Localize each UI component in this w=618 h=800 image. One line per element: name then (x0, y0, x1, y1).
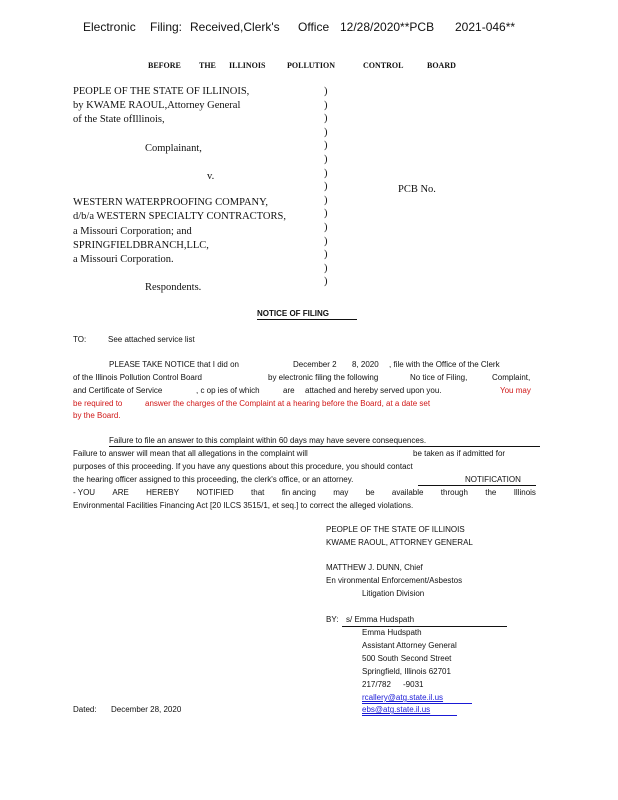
caption-parenthesis: ) (324, 194, 328, 206)
caption-parenthesis: ) (324, 99, 328, 111)
caption-parenthesis: ) (324, 249, 328, 261)
text-fragment: Environmental Facilities Financing Act [20 ILCS 3515/1, et seq.] to correct the alleged violations. (73, 501, 414, 510)
text-underline (418, 485, 536, 486)
text-fragment: the hearing officer assigned to this proceeding, the clerk's office, or an attorney. (73, 475, 354, 484)
header-word: 2021-046** (455, 20, 516, 34)
phone-fragment: 217/782 (362, 680, 391, 689)
dated-label: Dated: (73, 705, 97, 714)
caption-parenthesis: ) (324, 181, 328, 193)
text-fragment: that (251, 488, 265, 497)
board-heading-word: THE (199, 61, 216, 70)
text-fragment: Failure to file an answer to this complaint within 60 days may have severe consequences. (109, 436, 427, 445)
defendant-line: d/b/a WESTERN SPECIALTY CONTRACTORS, (73, 211, 286, 222)
pcb-number-label: PCB No. (398, 184, 436, 195)
defendant-line: a Missouri Corporation. (73, 254, 174, 265)
text-fragment: be taken as if admitted for (413, 449, 506, 458)
caption-parenthesis: ) (324, 167, 328, 179)
justified-line (73, 488, 536, 497)
text-fragment: HEREBY (146, 488, 180, 497)
text-fragment: December 2 (293, 360, 337, 369)
text-fragment: , file with the Office of the Clerk (389, 360, 500, 369)
text-fragment: be (365, 488, 375, 497)
email-link[interactable]: ebs@atg.state.il.us (362, 705, 431, 714)
warning-text: answer the charges of the Complaint at a hearing before the Board, at a date set (145, 399, 431, 408)
respondents-label: Respondents. (145, 282, 202, 293)
attorney-title: Assistant Attorney General (362, 641, 457, 650)
text-fragment: No tice of Filing, (410, 373, 468, 382)
text-fragment: purposes of this proceeding. If you have any questions about this procedure, you should contact (73, 462, 413, 471)
address-line: 500 South Second Street (362, 654, 452, 663)
caption-parenthesis: ) (324, 276, 328, 288)
by-label: BY: (326, 615, 339, 624)
caption-parenthesis: ) (324, 221, 328, 233)
plaintiff-line: PEOPLE OF THE STATE OF ILLINOIS, (73, 86, 250, 97)
defendant-line: SPRINGFIELDBRANCH,LLC, (73, 240, 209, 251)
text-underline (109, 446, 540, 447)
text-fragment: Illinois (513, 488, 536, 497)
caption-parenthesis: ) (324, 235, 328, 247)
notice-title: NOTICE OF FILING (257, 309, 329, 318)
board-heading-word: BOARD (427, 61, 456, 70)
warning-text: by the Board. (73, 411, 121, 420)
text-fragment: are (283, 386, 295, 395)
to-value: See attached service list (108, 335, 195, 344)
defendant-line: WESTERN WATERPROOFING COMPANY, (73, 197, 268, 208)
board-heading-word: BEFORE (148, 61, 181, 70)
signature-value: s/ Emma Hudspath (346, 615, 415, 624)
defendant-line: a Missouri Corporation; and (73, 226, 192, 237)
header-word: Received,Clerk's (190, 20, 280, 34)
text-fragment: ARE (112, 488, 129, 497)
notice-title-underline (257, 319, 357, 320)
caption-parenthesis: ) (324, 126, 328, 138)
text-fragment: available (391, 488, 424, 497)
board-heading-word: CONTROL (363, 61, 404, 70)
to-label: TO: (73, 335, 87, 344)
text-fragment: Complaint, (492, 373, 531, 382)
text-fragment: attached and hereby served upon you. (305, 386, 442, 395)
board-heading-word: POLLUTION (287, 61, 336, 70)
chief-line: MATTHEW J. DUNN, Chief (326, 563, 423, 572)
text-fragment: and Certificate of Service (73, 386, 163, 395)
caption-parenthesis: ) (324, 153, 328, 165)
header-word: Filing: (150, 20, 183, 34)
text-fragment: 8, 2020 (352, 360, 379, 369)
chief-line: En vironmental Enforcement/Asbestos (326, 576, 463, 585)
address-line: Springfield, Illinois 62701 (362, 667, 451, 676)
text-fragment: , c op ies of which (196, 386, 260, 395)
org-line: PEOPLE OF THE STATE OF ILLINOIS (326, 525, 465, 534)
text-fragment: the (485, 488, 497, 497)
plaintiff-line: by KWAME RAOUL,Attorney General (73, 100, 241, 111)
header-word: Electronic (83, 20, 136, 34)
text-fragment: may (333, 488, 349, 497)
text-fragment: - YOU (73, 488, 96, 497)
text-fragment: of the Illinois Pollution Control Board (73, 373, 202, 382)
email-link[interactable]: rcallery@atg.state.il.us (362, 693, 444, 702)
chief-line: Litigation Division (362, 589, 425, 598)
plaintiff-line: of the State ofIllinois, (73, 114, 165, 125)
caption-parenthesis: ) (324, 86, 328, 97)
text-fragment: fin ancing (281, 488, 316, 497)
text-fragment: Failure to answer will mean that all allegations in the complaint will (73, 449, 308, 458)
phone-fragment: -9031 (403, 680, 424, 689)
caption-parenthesis: ) (324, 208, 328, 220)
email-underline (362, 703, 472, 704)
email-underline (362, 715, 457, 716)
versus-label: v. (207, 171, 215, 182)
signature-line (342, 626, 507, 627)
caption-parenthesis: ) (324, 262, 328, 274)
text-fragment: NOTIFIED (196, 488, 234, 497)
text-fragment: by electronic filing the following (268, 373, 379, 382)
caption-parenthesis-column (324, 85, 328, 289)
header-word: 12/28/2020**PCB (340, 20, 435, 34)
header-word: Office (298, 20, 330, 34)
warning-text: You may (500, 386, 531, 395)
org-line: KWAME RAOUL, ATTORNEY GENERAL (326, 538, 473, 547)
caption-parenthesis: ) (324, 140, 328, 152)
board-heading-word: ILLINOIS (229, 61, 266, 70)
complainant-label: Complainant, (145, 143, 202, 154)
text-fragment: PLEASE TAKE NOTICE that I did on (109, 360, 239, 369)
dated-value: December 28, 2020 (111, 705, 182, 714)
caption-parenthesis: ) (324, 113, 328, 125)
warning-text: be required to (73, 399, 123, 408)
text-fragment: through (440, 488, 468, 497)
notification-heading: NOTIFICATION (465, 475, 521, 484)
attorney-name: Emma Hudspath (362, 628, 422, 637)
